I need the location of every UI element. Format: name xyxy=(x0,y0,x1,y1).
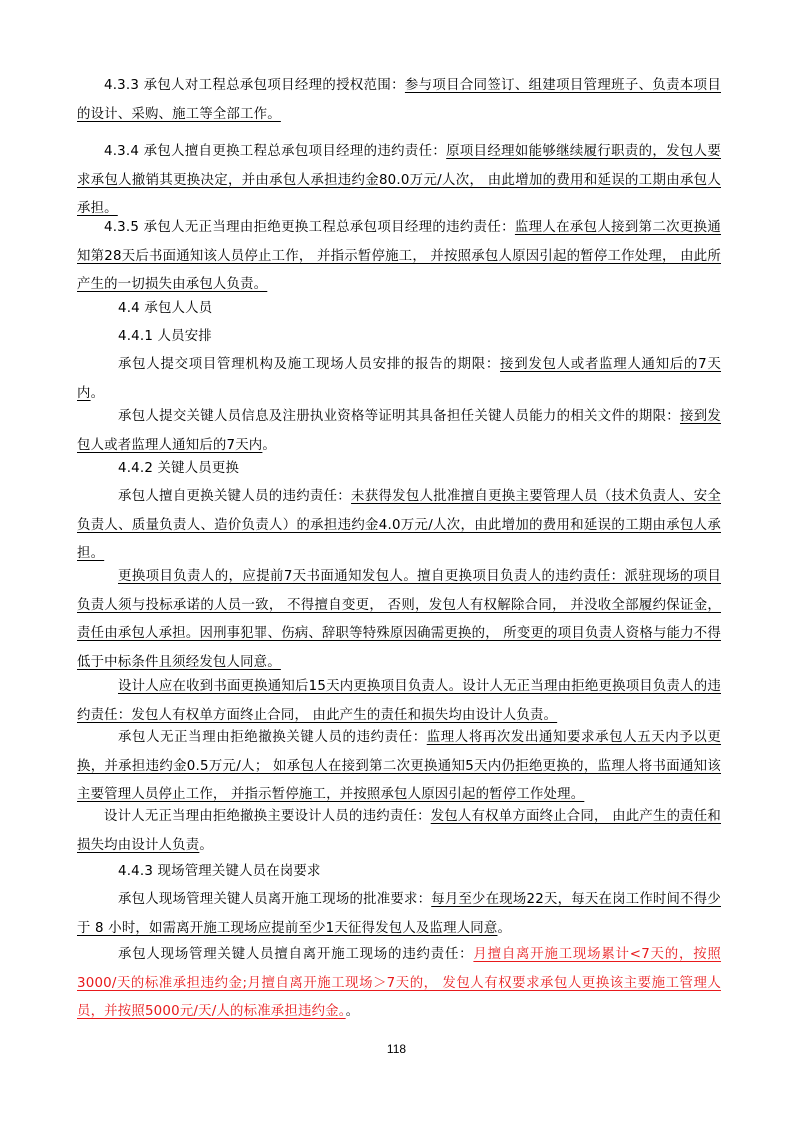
clause-label: 设计人无正当理由拒绝撤换主要设计人员的违约责任： xyxy=(104,809,431,824)
clause-report-deadline xyxy=(77,351,721,408)
clause-unauthorized-replacement xyxy=(77,483,721,569)
clause-key-personnel-docs xyxy=(77,403,721,460)
clause-label: 4.3.5 承包人无正当理由拒绝更换工程总承包项目经理的违约责任： xyxy=(104,220,515,235)
clause-designer-replacement xyxy=(77,673,721,730)
section-heading-4-4 xyxy=(77,295,721,324)
clause-label: 4.3.4 承包人擅自更换工程总承包项目经理的违约责任： xyxy=(104,144,447,159)
clause-designer-refuse xyxy=(77,803,721,860)
heading-text: 4.4.2 关键人员更换 xyxy=(118,461,240,476)
clause-tail: 。 xyxy=(345,1004,360,1019)
clause-value: 接到发包人或者监理人通知后的7天内 xyxy=(77,357,722,401)
clause-onsite-approval xyxy=(77,886,721,943)
clause-onsite-penalty xyxy=(77,941,721,1027)
clause-refuse-replacement xyxy=(77,724,721,810)
heading-text: 4.4.3 现场管理关键人员在岗要求 xyxy=(118,864,321,879)
clause-value: 监理人在承包人接到第二次更换通知第28天后书面通知该人员停止工作， 并指示暂停施工， 并按照承包人原因引起的暂停工作处理， 由此所产生的一切损失由承包人负责。 xyxy=(77,220,721,292)
clause-label: 4.3.3 承包人对工程总承包项目经理的授权范围： xyxy=(104,78,405,93)
clause-4-3-5 xyxy=(77,214,721,300)
clause-label: 承包人现场管理关键人员擅自离开施工现场的违约责任： xyxy=(118,947,474,962)
clause-label: 承包人现场管理关键人员离开施工现场的批准要求： xyxy=(118,892,432,907)
clause-label: 承包人擅自更换关键人员的违约责任： xyxy=(118,489,352,504)
heading-text: 4.4.1 人员安排 xyxy=(118,329,212,344)
clause-project-leader-replacement xyxy=(77,563,721,677)
section-heading-4-4-2 xyxy=(77,455,721,484)
clause-value: 原项目经理如能够继续履行职责的，发包人要求承包人撤销其更换决定，并由承包人承担违约金80.0万元/人次， 由此增加的费用和延误的工期由承包人承担。 xyxy=(77,144,721,216)
clause-value: 设计人应在收到书面更换通知后15天内更换项目负责人。设计人无正当理由拒绝更换项目负责人的违约责任：发包人有权单方面终止合同， 由此产生的责任和损失均由设计人负责。 xyxy=(77,679,721,723)
section-heading-4-4-3 xyxy=(77,858,721,887)
clause-value: 未获得发包人批准擅自更换主要管理人员（技术负责人、安全负责人、质量负责人、造价负责人）的承担违约金4.0万元/人次，由此增加的费用和延误的工期由承包人承担。 xyxy=(77,489,721,561)
clause-label: 承包人提交项目管理机构及施工现场人员安排的报告的期限： xyxy=(118,357,501,372)
clause-value-highlight: 月擅自离开施工现场累计<7天的，按照3000/天的标准承担违约金;月擅自离开施工现场＞7天的， 发包人有权要求承包人更换该主要施工管理人员，并按照5000元/天/人的标准承担违约金。 xyxy=(77,947,722,1019)
clause-label: 承包人提交关键人员信息及注册执业资格等证明其具备担任关键人员能力的相关文件的期限： xyxy=(118,409,680,424)
clause-value: 接到发包人或者监理人通知后的7天内 xyxy=(77,409,721,453)
section-heading-4-4-1 xyxy=(77,323,721,352)
clause-value: 参与项目合同签订、组建项目管理班子、负责本项目的设计、采购、施工等全部工作。 xyxy=(77,78,721,122)
clause-value: 每月至少在现场22天，每天在岗工作时间不得少于 8 小时，如需离开施工现场应提前至少1天征得发包人及监理人同意 xyxy=(77,892,721,936)
clause-tail: 。 xyxy=(199,837,213,853)
clause-4-3-4 xyxy=(77,138,721,224)
clause-value: 发包人有权单方面终止合同， 由此产生的责任和损失均由设计人负责 xyxy=(77,809,721,853)
page-number: 118 xyxy=(386,1042,407,1056)
clause-4-3-3 xyxy=(77,72,721,129)
clause-value: 更换项目负责人的，应提前7天书面通知发包人。擅自更换项目负责人的违约责任：派驻现场的项目负责人须与投标承诺的人员一致， 不得擅自变更， 否则，发包人有权解除合同， 并没收全部履约保证金， 责任由承包人承担。因刑事犯罪、伤病、辞职等特殊原因确需更换的， 所变更的项目负责人资格与能力不得低于中标条件且须经发包人同意。 xyxy=(77,569,721,670)
clause-tail: 。 xyxy=(497,920,512,936)
heading-text: 4.4 承包人人员 xyxy=(118,301,213,316)
clause-value: 监理人将再次发出通知要求承包人五天内予以更换，并承担违约金0.5万元/人； 如承包人在接到第二次更换通知5天内仍拒绝更换的，监理人将书面通知该主要管理人员停止工作， 并指示暂停施工，并按照承包人原因引起的暂停工作处理。 xyxy=(77,730,721,802)
clause-tail: 。 xyxy=(262,437,276,453)
clause-tail: 。 xyxy=(90,385,105,401)
clause-label: 承包人无正当理由拒绝撤换关键人员的违约责任： xyxy=(118,730,427,745)
